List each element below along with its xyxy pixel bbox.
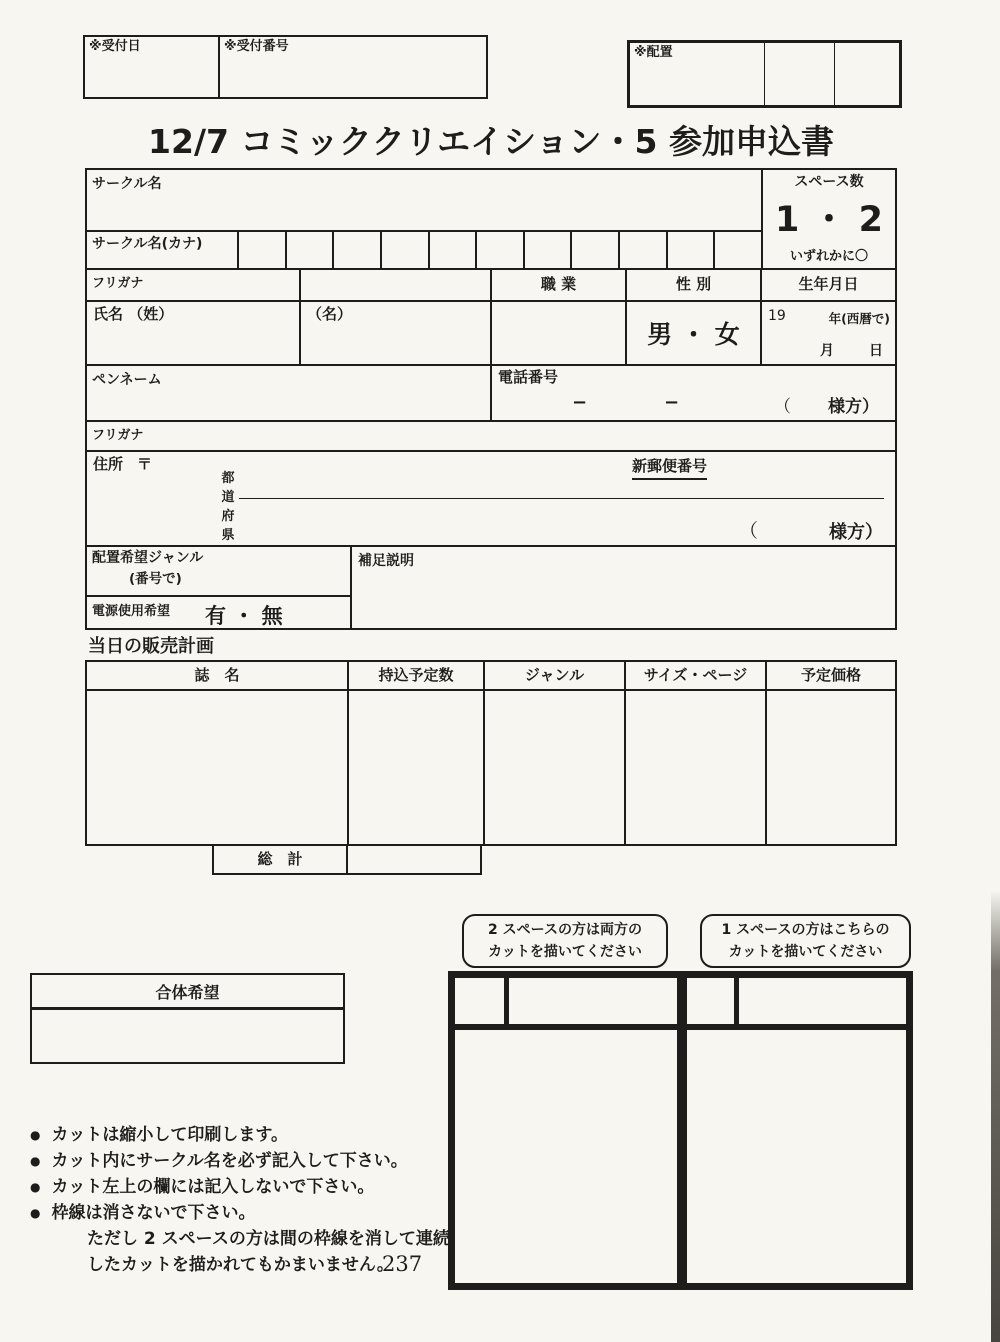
placement-divider-1 [764, 43, 765, 105]
note-text: カット内にサークル名を必ず記入して下さい。 [51, 1151, 408, 1171]
sales-col-title: 誌 名 [85, 660, 349, 691]
prefecture-char: 県 [221, 528, 235, 543]
phone-cell [490, 364, 897, 422]
bubble-one-space-line2: カットを描いてください [728, 944, 883, 960]
supplement-cell [350, 545, 897, 630]
birth-year-label: 年(西暦で) [828, 311, 890, 326]
kana-cell [570, 232, 618, 268]
receipt-date-cell [83, 35, 220, 99]
kana-cell [428, 232, 476, 268]
receipt-number-label: ※受付番号 [224, 39, 289, 54]
bullet-icon: ● [30, 1154, 41, 1168]
receipt-date-label: ※受付日 [89, 39, 141, 54]
kana-cell [332, 232, 380, 268]
space-count-choices: 1 ・ 2 [774, 200, 884, 240]
name-mei-label: （名） [307, 305, 353, 323]
address-care-of-label: 様方） [829, 522, 883, 543]
prefecture-char: 府 [221, 509, 235, 524]
note-text: 枠線は消さないで下さい。 [51, 1203, 256, 1223]
genre-label: 配置希望ジャンル [92, 550, 204, 566]
circle-name-kana-cell [85, 230, 763, 270]
note-text: カット左上の欄には記入しないで下さい。 [51, 1177, 375, 1197]
birth-year-prefix: 19 [768, 308, 786, 324]
placement-box [627, 40, 902, 108]
kana-cell [618, 232, 666, 268]
kana-cell [285, 232, 333, 268]
power-cell [85, 595, 352, 630]
address-write-line [239, 498, 884, 499]
placement-label: ※配置 [634, 45, 673, 60]
phone-dash-1: − [572, 392, 588, 413]
kana-grid [237, 232, 761, 268]
phone-care-of-label: 様方） [828, 397, 879, 417]
kana-cell [380, 232, 428, 268]
address-furigana-label: フリガナ [92, 428, 144, 443]
space-count-note: いずれかに〇 [789, 248, 868, 264]
sales-col-size-pages: サイズ・ページ [624, 660, 767, 691]
note-text: カットは縮小して印刷します。 [51, 1125, 288, 1145]
page-number: 237 [382, 1252, 423, 1276]
bubble-two-space [462, 914, 668, 968]
space-count-cell [761, 168, 897, 270]
furigana-label: フリガナ [92, 276, 144, 291]
address-cell [85, 450, 897, 547]
furigana-name-cell [85, 268, 492, 302]
phone-label: 電話番号 [498, 368, 559, 386]
new-postal-label: 新郵便番号 [632, 458, 707, 480]
birthdate-header: 生年月日 [760, 268, 897, 302]
space-count-label: スペース数 [794, 174, 864, 190]
phone-dash-2: − [664, 392, 680, 413]
note-item [30, 1148, 465, 1174]
kana-cell [666, 232, 714, 268]
penname-cell [85, 364, 492, 422]
sales-body-divider-2 [483, 691, 485, 844]
power-label: 電源使用希望 [92, 604, 171, 619]
sales-plan-heading: 当日の販売計画 [88, 636, 214, 657]
kana-cell [523, 232, 571, 268]
occupation-header: 職 業 [490, 268, 627, 302]
birth-month-label: 月 [820, 342, 834, 359]
prefecture-char: 都 [221, 471, 235, 486]
circle-name-label: サークル名 [92, 176, 162, 192]
bullet-icon: ● [30, 1180, 41, 1194]
note-item [30, 1200, 465, 1226]
kana-cell [475, 232, 523, 268]
name-divider [299, 302, 301, 364]
sales-body-divider-3 [624, 691, 626, 844]
bullet-icon: ● [30, 1206, 41, 1220]
note-continuation: ただし 2 スペースの方は間の枠線を消して連続 [87, 1229, 450, 1249]
prefecture-char: 道 [221, 490, 235, 505]
circle-name-cell [85, 168, 763, 232]
genre-note: (番号で) [129, 571, 182, 587]
sales-col-price: 予定価格 [765, 660, 897, 691]
sales-total-value-cell [346, 844, 482, 875]
kana-cell [713, 232, 761, 268]
address-furigana-cell [85, 420, 897, 452]
scan-edge-shadow [991, 890, 1000, 1342]
bubble-two-space-line1: 2 スペースの方は両方の [488, 922, 642, 938]
page-title: 12/7 コミッククリエイション・5 参加申込書 [148, 122, 834, 161]
gender-cell: 男 ・ 女 [625, 300, 762, 366]
prefecture-vertical-label [220, 469, 236, 545]
postal-mark: 〒 [137, 455, 153, 473]
bubble-two-space-line2: カットを描いてください [488, 944, 642, 960]
sales-col-quantity: 持込予定数 [347, 660, 485, 691]
cut-frame-center-divider [677, 971, 687, 1290]
kana-cell [237, 232, 285, 268]
cut-right-strip-line [684, 1024, 913, 1030]
combine-request-header: 合体希望 [30, 973, 345, 1010]
genre-cell [85, 545, 352, 597]
gender-header: 性 別 [625, 268, 762, 302]
birthdate-cell [760, 300, 897, 366]
cut-left-corner-box-divider [504, 971, 509, 1030]
occupation-cell [490, 300, 627, 366]
bubble-one-space-line1: 1 スペースの方はこちらの [721, 922, 890, 938]
phone-care-of-paren: （ [774, 397, 791, 417]
birth-day-label: 日 [869, 342, 883, 359]
furigana-divider [299, 270, 301, 300]
note-continuation: したカットを描かれてもかまいません。 [87, 1255, 394, 1275]
placement-divider-2 [834, 43, 835, 105]
sales-body-divider-1 [347, 691, 349, 844]
cut-left-strip-line [448, 1024, 684, 1030]
supplement-label: 補足説明 [358, 553, 414, 569]
cut-right-corner-box-divider [734, 971, 739, 1030]
circle-name-kana-label: サークル名(カナ) [92, 236, 203, 252]
receipt-number-cell [218, 35, 488, 99]
sales-table-body [85, 689, 897, 846]
sales-body-divider-4 [765, 691, 767, 844]
name-sei-label: 氏名 （姓） [93, 305, 174, 323]
combine-request-body [30, 1008, 345, 1064]
sales-col-genre: ジャンル [483, 660, 626, 691]
address-label: 住所 [93, 455, 124, 473]
bubble-one-space [700, 914, 911, 968]
address-care-of-paren: （ [739, 520, 759, 542]
power-choices: 有 ・ 無 [205, 604, 283, 628]
name-cell [85, 300, 492, 366]
note-item [30, 1122, 465, 1148]
note-item [30, 1174, 465, 1200]
bullet-icon: ● [30, 1128, 41, 1142]
penname-label: ペンネーム [92, 372, 162, 388]
sales-total-label-cell: 総 計 [212, 844, 348, 875]
